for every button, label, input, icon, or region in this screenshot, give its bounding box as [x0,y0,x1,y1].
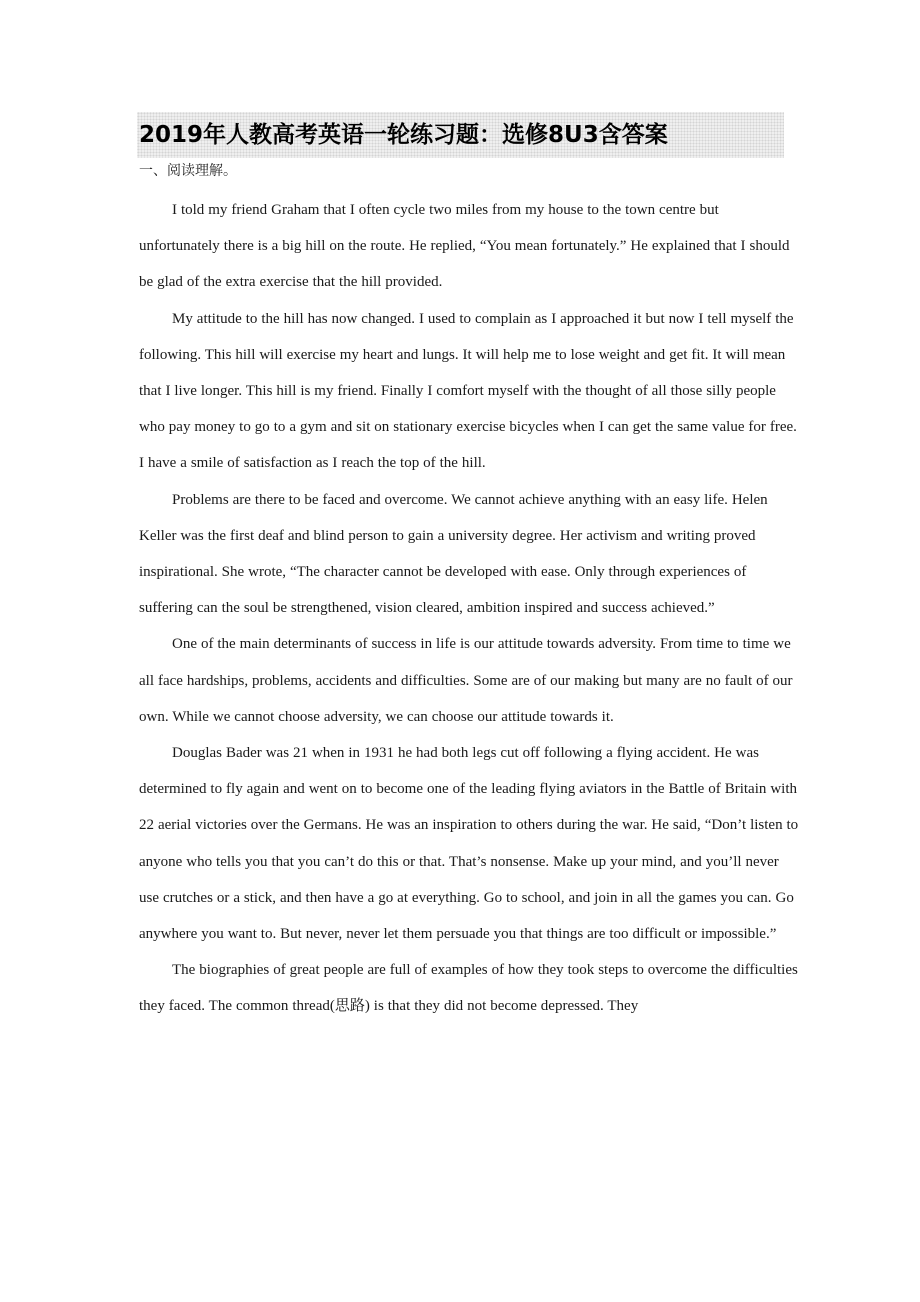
paragraph-6: The biographies of great people are full of examples of how they took steps to overcome the difficulties they faced. The common thread(思路) is that they did not become depressed. They [139,962,798,1015]
paragraph-3: Problems are there to be faced and overcome. We cannot achieve anything with an easy life. Helen Keller was the first deaf and blind person to gain a university degree. Her activism and writing proved inspirational. She wrote, “The character cannot be developed with ease. Only through experiences of suffering can the soul be strengthened, vision cleared, ambition inspired and success achieved.” [139,491,768,617]
document-title: 2019年人教高考英语一轮练习题：选修8U3含答案 [139,122,668,148]
paragraph-4: One of the main determinants of success in life is our attitude towards adversity. From time to time we all face hardships, problems, accidents and difficulties. Some are of our making but many are no fault of our own. While we cannot choose adversity, we can choose our attitude towards it. [139,636,793,725]
reading-passage [139,192,801,1025]
paragraph-2: My attitude to the hill has now changed. I used to complain as I approached it but now I tell myself the following. This hill will exercise my heart and lungs. It will help me to lose weight and get fit. It will mean that I live longer. This hill is my friend. Finally I comfort myself with the thought of all those silly people who pay money to go to a gym and sit on stationary exercise bicycles when I can get the same value for free. I have a smile of satisfaction as I reach the top of the hill. [139,310,797,472]
paragraph-1: I told my friend Graham that I often cycle two miles from my house to the town centre but unfortunately there is a big hill on the route. He replied, “You mean fortunately.” He explained that I should be glad of the extra exercise that the hill provided. [139,202,790,291]
paragraph-5: Douglas Bader was 21 when in 1931 he had both legs cut off following a flying accident. He was determined to fly again and went on to become one of the leading flying aviators in the Battle of Britain with 22 aerial victories over the Germans. He was an inspiration to others during the war. He said, “Don’t listen to anyone who tells you that you can’t do this or that. That’s nonsense. Make up your mind, and you’ll never use crutches or a stick, and then have a go at everything. Go to school, and join in all the games you can. Go anywhere you want to. But never, never let them persuade you that things are too difficult or impossible.” [139,745,799,943]
section-heading: 一、阅读理解。 [139,163,237,179]
